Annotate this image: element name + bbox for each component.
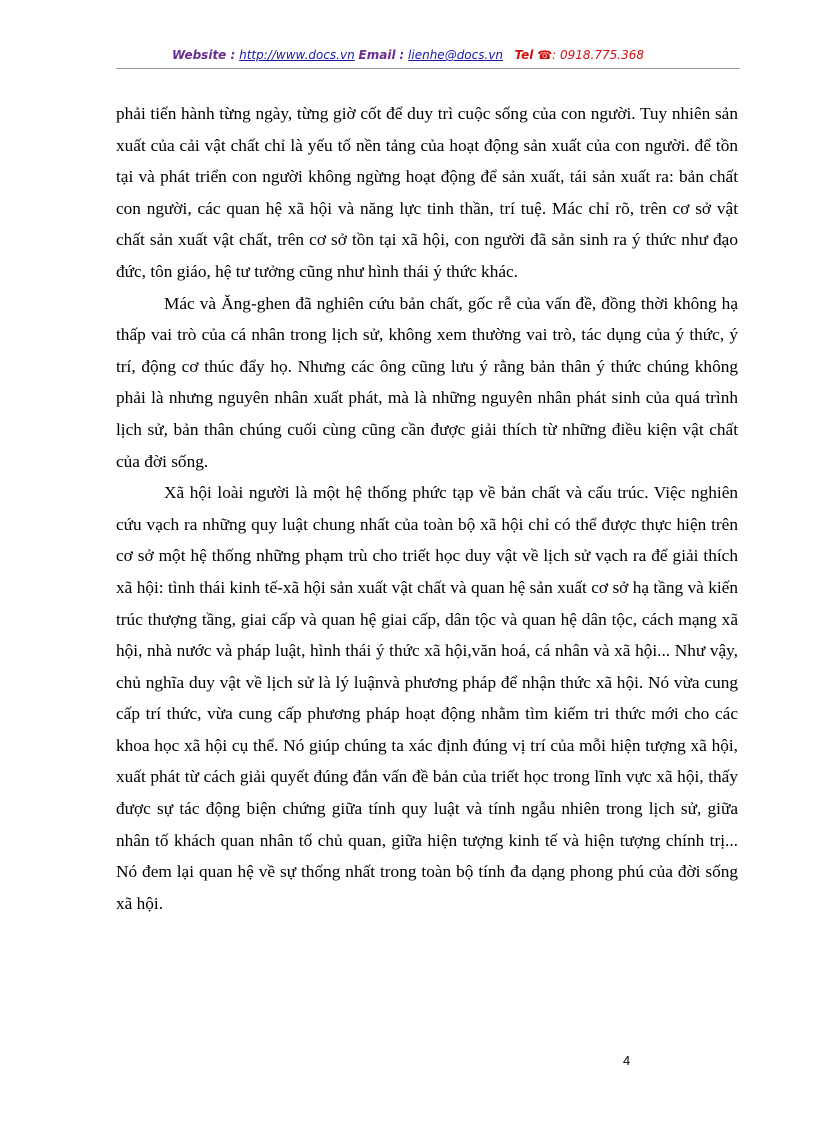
- website-link[interactable]: http://www.docs.vn: [239, 48, 355, 62]
- tel-label: Tel: [514, 48, 534, 62]
- paragraph-2: Mác và Ăng-ghen đã nghiên cứu bản chất, gốc rễ của vấn đề, đồng thời không hạ thấp vai trò của cá nhân trong lịch sử, không xem thường vai trò, tác dụng của ý thức, ý trí, động cơ thúc đẩy họ. Nhưng các ông cũng lưu ý rằng bản thân ý thức chúng không phải là nhưng nguyên nhân xuất phát, mà là những nguyên nhân phát sinh của quá trình lịch sử, bản thân chúng cuối cùng cũng cần được giải thích từ những điều kiện vật chất của đời sống.: [116, 293, 738, 471]
- website-label: Website :: [171, 48, 236, 62]
- phone-icon: ☎: [537, 48, 553, 62]
- page-number: 4: [623, 1053, 631, 1068]
- page-header: [0, 48, 816, 62]
- email-link[interactable]: lienhe@docs.vn: [408, 48, 504, 62]
- document-body: [116, 98, 738, 919]
- header-divider: [116, 68, 740, 69]
- email-separator: :: [399, 48, 405, 62]
- tel-value: : 0918.775.368: [552, 48, 644, 62]
- paragraph-3: Xã hội loài người là một hệ thống phức tạp về bản chất và cấu trúc. Việc nghiên cứu vạch ra những quy luật chung nhất của toàn bộ xã hội chỉ có thể được thực hiện trên cơ sở một hệ thống những phạm trù cho triết học duy vật về lịch sử vạch ra để giải thích xã hội: tình thái kinh tế-xã hội sản xuất vật chất và quan hệ sản xuất cơ sở hạ tầng và kiến trúc thượng tầng, giai cấp và quan hệ giai cấp, dân tộc và quan hệ dân tộc, cách mạng xã hội, nhà nước và pháp luật, hình thái ý thức xã hội,văn hoá, cá nhân và xã hội... Như vậy, chủ nghĩa duy vật về lịch sử là lý luậnvà phương pháp để nhận thức xã hội. Nó vừa cung cấp trí thức, vừa cung cấp phương pháp hoạt động nhằm tìm kiếm tri thức mới cho các khoa học xã hội cụ thể. Nó giúp chúng ta xác định đúng vị trí của mỗi hiện tượng xã hội, xuất phát từ cách giải quyết đúng đắn vấn đề bản của triết học trong lĩnh vực xã hội, thấy được sự tác động biện chứng giữa tính quy luật và tính ngẫu nhiên trong lịch sử, giữa nhân tố khách quan nhân tố chủ quan, giữa hiện tượng kinh tế và hiện tượng chính trị... Nó đem lại quan hệ về sự thống nhất trong toàn bộ tính đa dạng phong phú của đời sống xã hội.: [116, 483, 738, 913]
- paragraph-1: phải tiến hành từng ngày, từng giờ cốt để duy trì cuộc sống của con người. Tuy nhiên sản xuất của cải vật chất chỉ là yếu tố nền tảng của hoạt động sản xuất của con người. để tồn tại và phát triển con người không ngừng hoạt động để sản xuất, tái sản xuất ra: bản chất con người, các quan hệ xã hội và năng lực tinh thần, trí tuệ. Mác chỉ rõ, trên cơ sở vật chất sản xuất vật chất, trên cơ sở tồn tại xã hội, con người đã sản sinh ra ý thức như đạo đức, tôn giáo, hệ tư tưởng cũng như hình thái ý thức khác.: [116, 104, 738, 281]
- email-label: Email: [358, 48, 396, 62]
